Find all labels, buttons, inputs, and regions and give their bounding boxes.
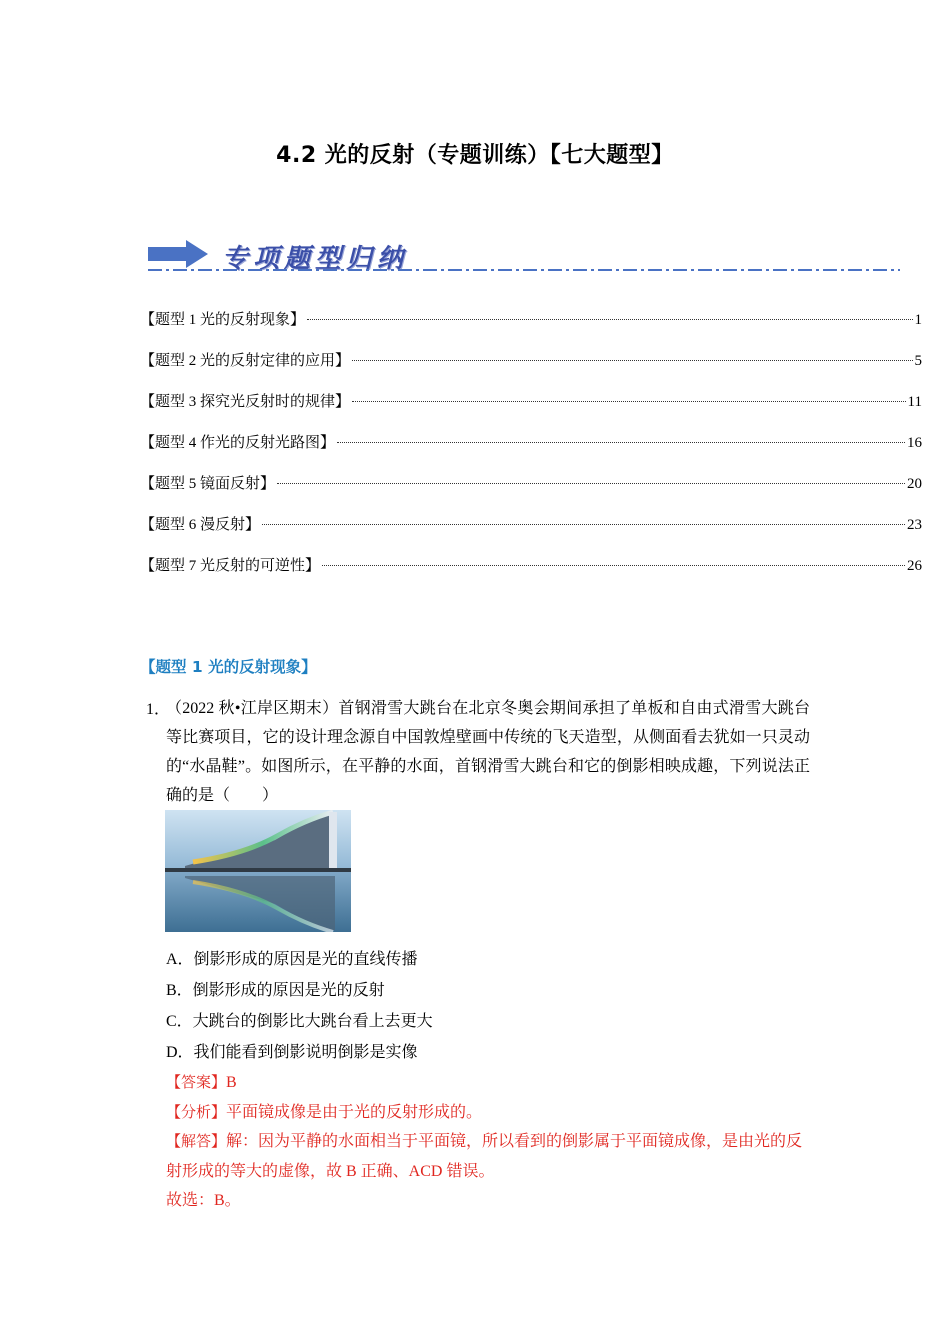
toc-entry[interactable] <box>140 431 922 472</box>
analysis-line <box>166 1098 810 1128</box>
option-d[interactable]: D．我们能看到倒影说明倒影是实像 <box>166 1044 418 1061</box>
toc-entry[interactable] <box>140 390 922 431</box>
question-number: 1． <box>146 701 171 718</box>
final-choice: 故选：B。 <box>166 1192 241 1209</box>
toc-entry-page: 1 <box>914 312 922 328</box>
option-b[interactable]: B．倒影形成的原因是光的反射 <box>166 982 385 999</box>
toc-entry[interactable] <box>140 308 922 349</box>
toc-leader <box>277 483 905 484</box>
toc-leader <box>262 524 905 525</box>
toc-entry[interactable] <box>140 349 922 390</box>
toc-entry-page: 20 <box>907 476 922 492</box>
toc-entry-page: 11 <box>907 394 922 410</box>
toc-entry-title: 【题型 2 光的反射定律的应用】 <box>140 353 351 369</box>
section-heading: 【题型 1 光的反射现象】 <box>140 658 317 676</box>
solution-text: 解：因为平静的水面相当于平面镜，所以看到的倒影属于平面镜成像，是由光的反射形成的等大的虚像，故 B 正确、ACD 错误。 <box>166 1133 803 1180</box>
table-of-contents <box>140 308 922 595</box>
toc-entry-title: 【题型 1 光的反射现象】 <box>140 312 306 328</box>
ski-jump-illustration <box>165 810 351 932</box>
toc-entry-title: 【题型 5 镜面反射】 <box>140 476 276 492</box>
toc-entry-page: 26 <box>907 558 922 574</box>
toc-entry-title: 【题型 6 漫反射】 <box>140 517 261 533</box>
solution-tag: 【解答】 <box>166 1132 227 1150</box>
right-arrow-icon <box>148 240 208 268</box>
answer-line <box>166 1068 810 1098</box>
analysis-tag: 【分析】 <box>166 1102 227 1121</box>
toc-entry[interactable] <box>140 513 922 554</box>
question-text: （2022 秋•江岸区期末）首钢滑雪大跳台在北京冬奥会期间承担了单板和自由式滑雪大跳台等比赛项目，它的设计理念源自中国敦煌壁画中传统的飞天造型，从侧面看去犹如一只灵动的“水晶鞋”。如图所示，在平静的水面，首钢滑雪大跳台和它的倒影相映成趣，下列说法正确的是（ ） <box>166 700 810 804</box>
toc-leader <box>307 319 912 320</box>
toc-leader <box>337 442 905 443</box>
toc-entry-title: 【题型 7 光反射的可逆性】 <box>140 558 321 574</box>
option-a[interactable]: A．倒影形成的原因是光的直线传播 <box>166 951 418 968</box>
banner-divider <box>148 269 900 271</box>
toc-entry-page: 16 <box>907 435 922 451</box>
banner-label: 专项题型归纳 <box>222 244 409 274</box>
toc-leader <box>352 360 912 361</box>
toc-leader <box>322 565 905 566</box>
toc-entry-title: 【题型 4 作光的反射光路图】 <box>140 435 336 451</box>
toc-entry-page: 5 <box>914 353 922 369</box>
answer-tag: 【答案】 <box>166 1073 227 1091</box>
section-banner <box>148 234 900 276</box>
option-c[interactable]: C．大跳台的倒影比大跳台看上去更大 <box>166 1013 433 1030</box>
toc-entry-page: 23 <box>907 517 922 533</box>
solution-line <box>166 1127 810 1186</box>
answer-options <box>166 944 433 1068</box>
ski-jump-photo <box>165 810 351 932</box>
toc-leader <box>352 401 906 402</box>
document-title: 4.2 光的反射（专题训练）【七大题型】 <box>276 143 674 168</box>
toc-entry[interactable] <box>140 554 922 595</box>
toc-entry[interactable] <box>140 472 922 513</box>
analysis-text: 平面镜成像是由于光的反射形成的。 <box>226 1103 483 1121</box>
toc-entry-title: 【题型 3 探究光反射时的规律】 <box>140 394 351 410</box>
answer-block <box>166 1068 810 1216</box>
answer-value: B <box>226 1074 237 1091</box>
